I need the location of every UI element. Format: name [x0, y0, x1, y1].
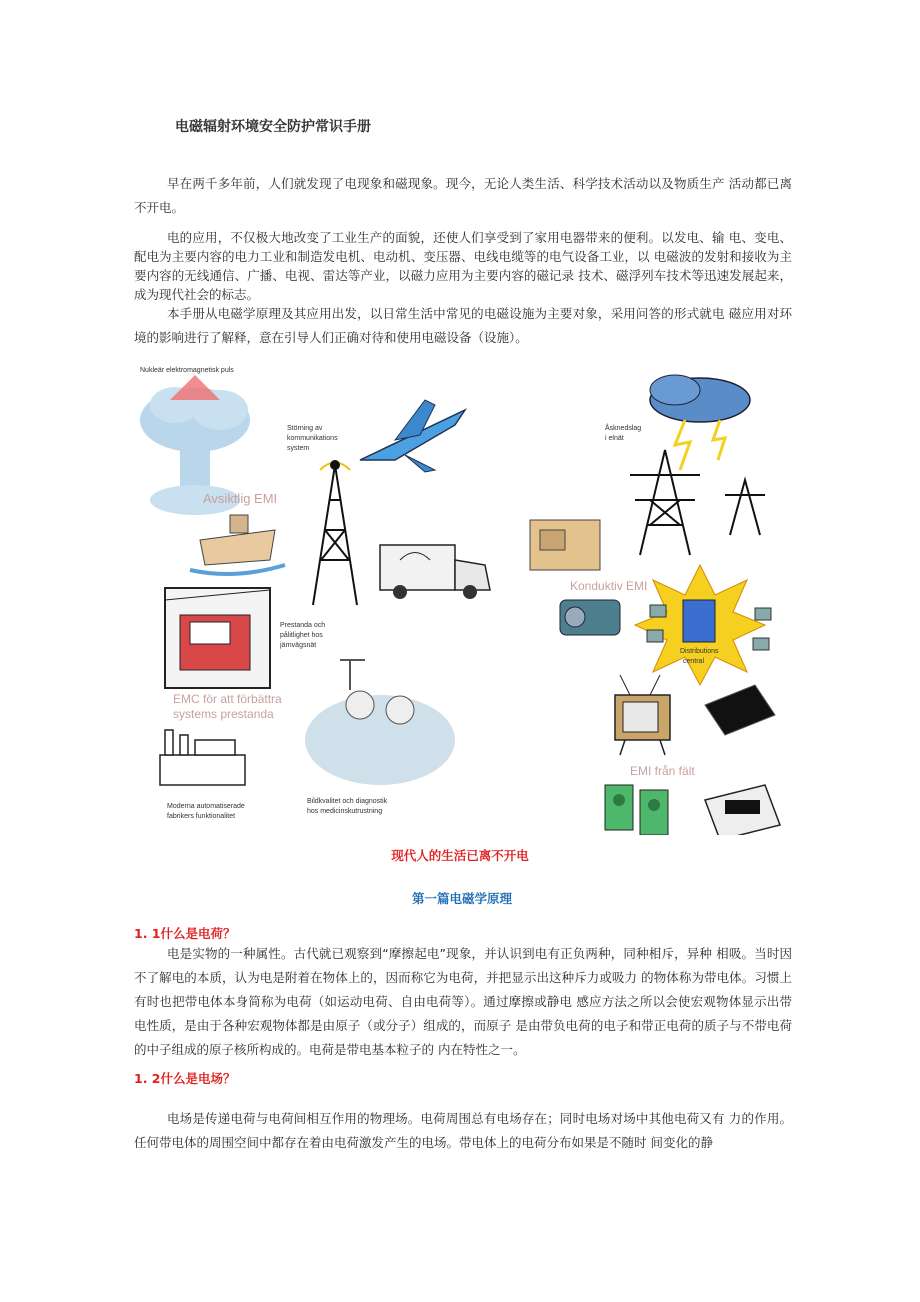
section-body-2: 电场是传递电荷与电荷间相互作用的物理场。电荷周围总有电场存在；同时电场对场中其他电荷又有 力的作用。任何带电体的周围空间中都存在着由电荷激发产生的电场。带电体上的电荷分布如果是不随时 间变化的静 — [134, 1111, 792, 1150]
factory-image — [160, 730, 245, 785]
asknedslag-label-1: Åsknedslag — [605, 425, 642, 432]
radio-clock-image — [705, 785, 780, 835]
distribution-label-1: Distributions — [680, 648, 719, 655]
stomning-label-1: Störning av — [287, 425, 323, 432]
van-image — [380, 545, 490, 599]
distribution-central-image — [635, 565, 765, 685]
emi-illustration — [135, 360, 795, 835]
power-pylon-image — [630, 450, 765, 555]
stomning-label-2: kommunikations — [287, 435, 338, 442]
stomning-label-3: system — [287, 445, 310, 452]
bildkvalitet-label-2: hos medicinskutrustning — [307, 808, 383, 815]
microchip-image — [705, 685, 775, 735]
bildkvalitet-label-1: Bildkvalitet och diagnostik — [307, 798, 388, 805]
motor-image — [560, 600, 620, 635]
modema-label-2: fabrikers funktionalitet — [167, 813, 236, 820]
intro-paragraph-1: 早在两千多年前，人们就发现了电现象和磁现象。现今，无论人类生活、科学技术活动以及物质生产 活动都已离不开电。 — [134, 176, 792, 215]
walkie-talkie-image — [605, 785, 668, 835]
section-heading-2: 1. 2什么是电场？ — [134, 1071, 236, 1086]
generator-image — [530, 520, 600, 570]
distribution-label-2: central — [683, 658, 705, 665]
modema-label-1: Moderna automatiserade — [167, 803, 245, 810]
section-heading-1: 1. 1什么是电荷？ — [134, 926, 236, 941]
section-body-1: 电是实物的一种属性。古代就已观察到“摩擦起电”现象，并认识到电有正负两种，同种相斥，异种 相吸。当时因不了解电的本质，认为电是附着在物体上的，因而称它为电荷，并把显示出这种斥力或吸力 的物体称为带电体。习惯上有时也把带电体本身简称为电荷（如运动电荷、自由电荷等）。通过摩擦或静电 感应方法之所以会使宏观物体显示出带电性质，是由于各种宏观物体都是由原子（或分子）组成的，而原子 是由带负电荷的电子和带正电荷的质子与不带电荷的中子组成的原子核所构成的。电荷是带电基本粒子的 内在特性之一。 — [134, 946, 792, 1057]
radio-tower-image — [313, 461, 357, 605]
nuclear-label: Nukleär elektromagnetisk puls — [140, 367, 234, 374]
emc-label-1: EMC för att förbättra — [173, 692, 282, 706]
prestanda-label-3: järnvägsnät — [280, 642, 317, 649]
emi-fran-falt-label: EMI från fält — [630, 764, 695, 778]
train-image — [165, 588, 270, 688]
emc-label-2: systems prestanda — [173, 707, 274, 721]
prestanda-label-1: Prestanda och — [280, 622, 326, 629]
figure-caption: 现代人的生活已离不开电 — [391, 848, 529, 863]
avsiktlig-label: Avsiktlig EMI — [203, 491, 278, 506]
prestanda-label-2: pålitlighet hos — [280, 632, 323, 639]
chapter-title: 第一篇电磁学原理 — [411, 891, 512, 906]
document-title: 电磁辐射环境安全防护常识手册 — [175, 119, 371, 135]
konduktiv-label: Konduktiv EMI — [570, 579, 648, 593]
fighter-jet-image — [360, 400, 465, 472]
intro-paragraph-2: 电的应用，不仅极大地改变了工业生产的面貌，还使人们享受到了家用电器带来的便利。以发电、输 电、变电、配电为主要内容的电力工业和制造发电机、电动机、变压器、电线电缆等的电气设备工业，以 电磁波的发射和接收为主要内容的无线通信、广播、电视、雷达等产业，以磁力应用为主要内容的磁记录 技术、磁浮列车技术等迅速发展起来，成为现代社会的标志。 — [134, 230, 792, 302]
asknedslag-label-2: i elnät — [605, 435, 624, 442]
medical-scene-image — [305, 660, 455, 785]
television-image — [615, 675, 670, 755]
ship-image — [190, 515, 285, 574]
intro-paragraph-3: 本手册从电磁学原理及其应用出发，以日常生活中常见的电磁设施为主要对象，采用问答的形式就电 磁应用对环境的影响进行了解释，意在引导人们正确对待和使用电磁设备（设施）。 — [134, 306, 792, 345]
storm-cloud-image — [650, 375, 750, 470]
